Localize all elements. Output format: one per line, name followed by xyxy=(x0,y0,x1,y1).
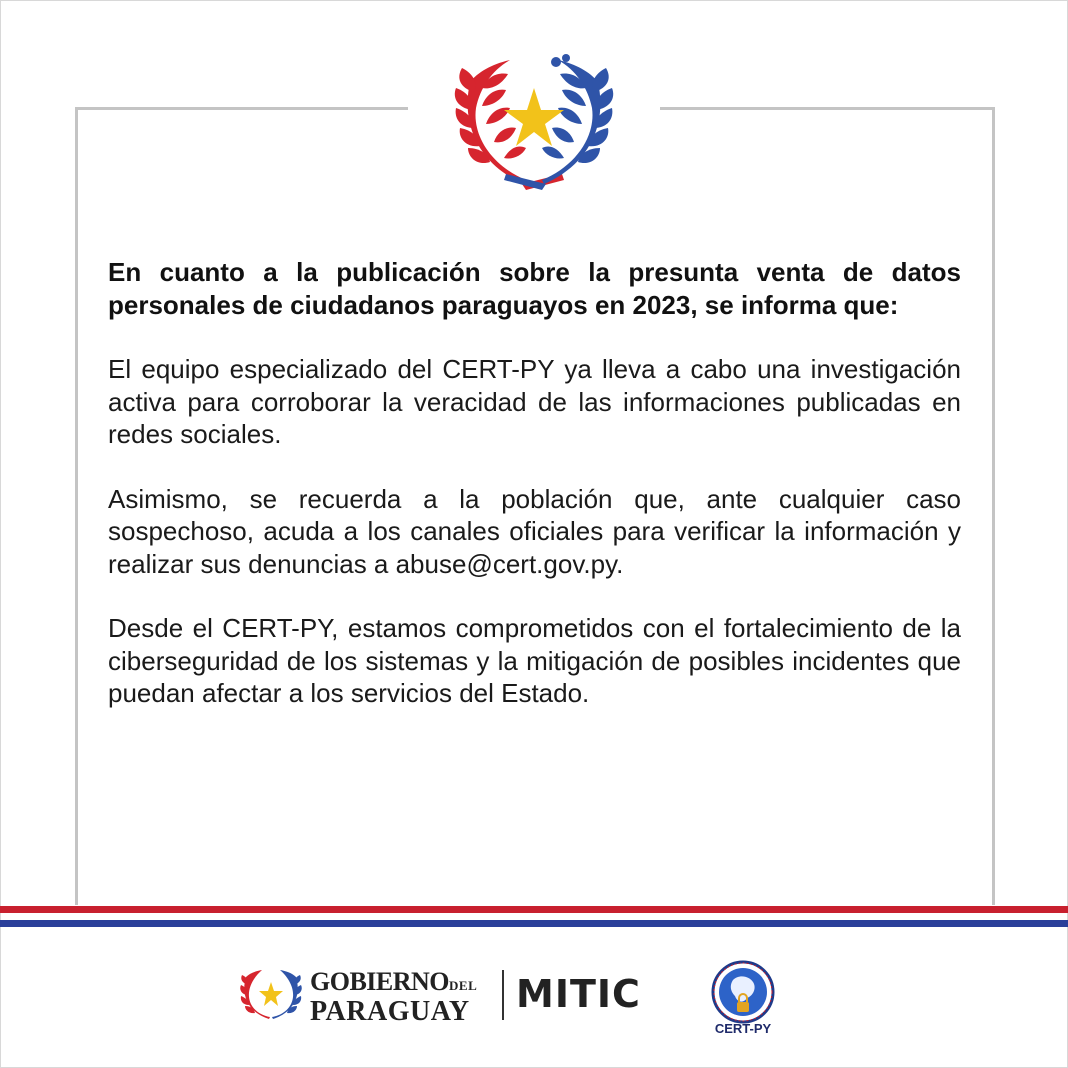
flag-stripe-blue xyxy=(0,920,1068,927)
gobierno-word: GOBIERNO xyxy=(310,967,450,996)
flag-stripe-red xyxy=(0,906,1068,913)
paraguay-word: PARAGUAY xyxy=(310,996,470,1027)
mitic-logo: MITIC xyxy=(516,972,641,1016)
announcement-body xyxy=(108,256,961,742)
gobierno-emblem-icon xyxy=(240,967,302,1023)
cert-py-shield-icon xyxy=(703,958,783,1024)
cert-py-label: CERT-PY xyxy=(714,1021,772,1036)
paraguay-emblem-icon xyxy=(452,48,616,192)
header-emblem xyxy=(408,40,660,200)
announcement-paragraph: Asimismo, se recuerda a la población que, ante cualquier caso sospechoso, acuda a los canales oficiales para verificar la información y realizar sus denuncias a abuse@cert.gov.py. xyxy=(108,483,961,579)
gobierno-wordmark xyxy=(310,969,477,1025)
announcement-paragraph: Desde el CERT-PY, estamos comprometidos con el fortalecimiento de la ciberseguridad de los sistemas y la mitigación de posibles incidentes que puedan afectar a los servicios del Estado. xyxy=(108,613,961,708)
footer xyxy=(0,955,1068,1055)
logo-divider xyxy=(502,970,504,1020)
announcement-paragraph: El equipo especializado del CERT-PY ya lleva a cabo una investigación activa para corroborar la veracidad de las informaciones publicadas en redes sociales. xyxy=(108,354,961,449)
del-word: DEL xyxy=(449,978,478,993)
announcement-headline: En cuanto a la publicación sobre la presunta venta de datos personales de ciudadanos paraguayos en 2023, se informa que: xyxy=(108,257,961,320)
